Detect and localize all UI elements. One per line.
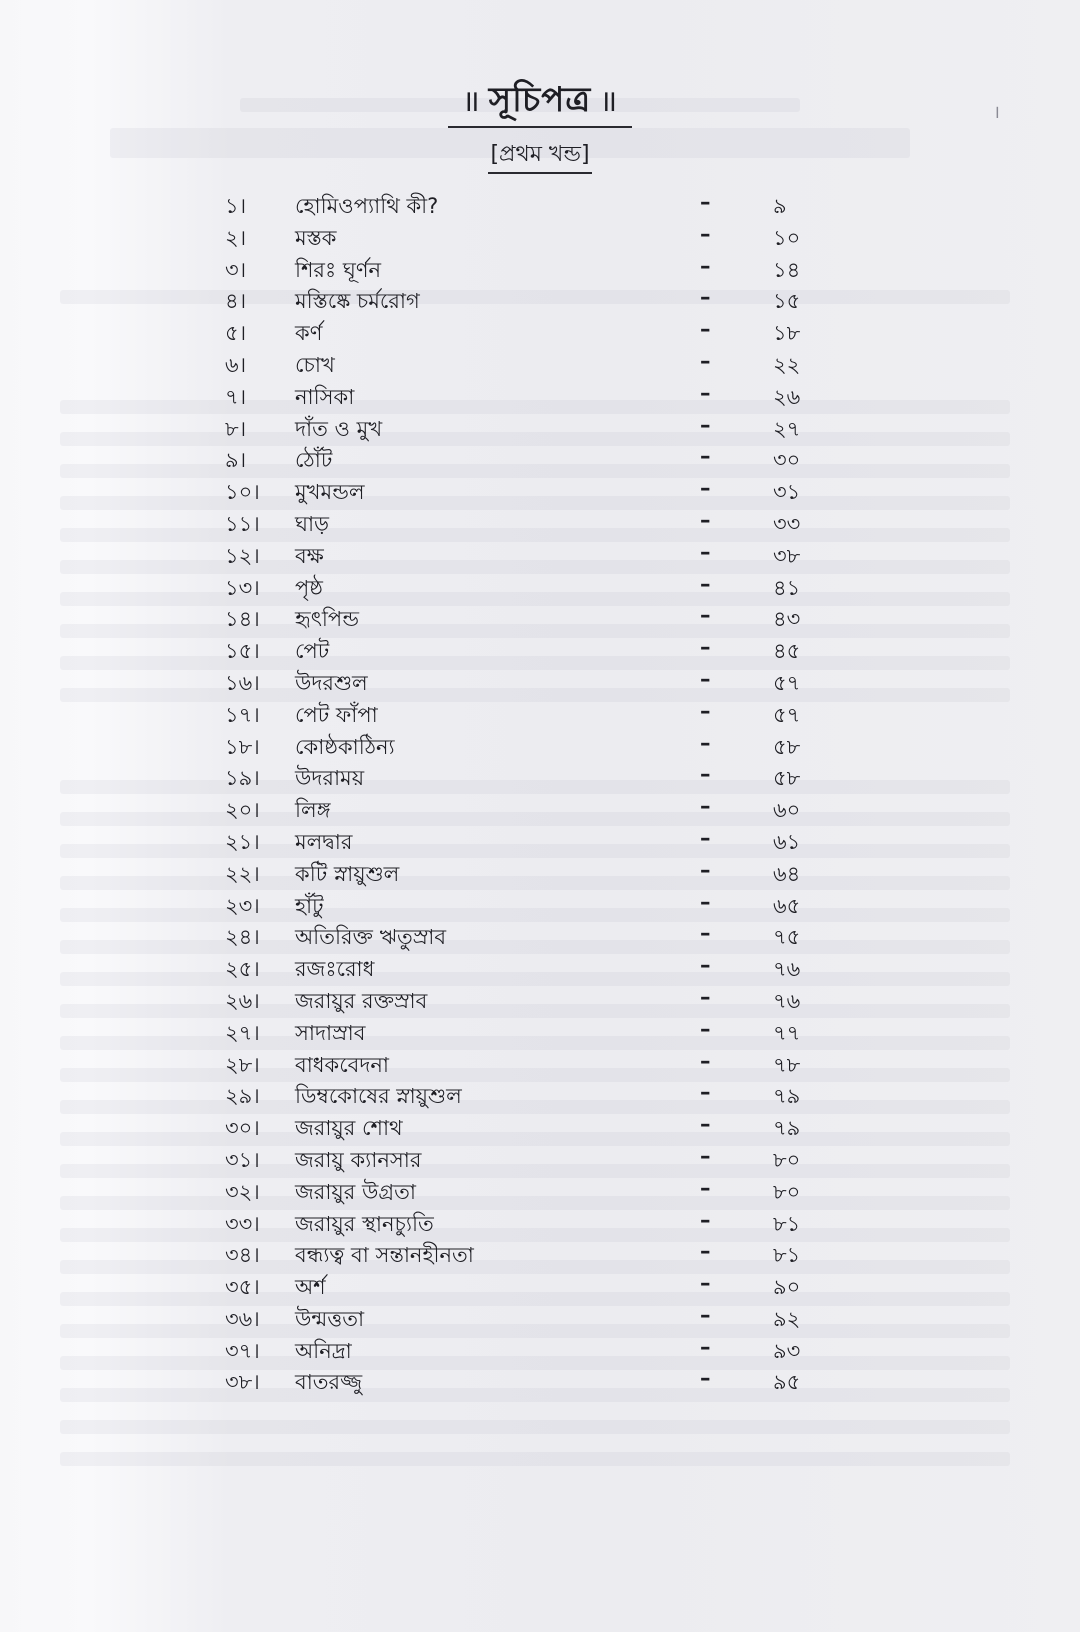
toc-entry-number: ১৮।: [225, 734, 260, 759]
toc-entry-number: ২৫।: [225, 957, 260, 982]
toc-entry: [225, 985, 825, 1017]
toc-entry-page: ৪১: [773, 575, 801, 600]
toc-entry-title: জরায়ুর শোথ: [295, 1116, 403, 1141]
toc-entry: [225, 444, 825, 476]
toc-entry: [225, 1239, 825, 1271]
toc-entry-number: ২৭।: [225, 1020, 260, 1045]
toc-entry-title: শিরঃ ঘূর্ণন: [295, 257, 382, 282]
toc-entry-title: চোখ: [295, 352, 335, 377]
table-of-contents: [225, 190, 825, 1398]
toc-entry: [225, 1335, 825, 1367]
toc-entry-title: অনিদ্রা: [295, 1338, 352, 1363]
toc-entry-number: ২৪।: [225, 925, 260, 950]
toc-entry: [225, 1049, 825, 1081]
toc-entry-page: ৬৪: [773, 861, 801, 886]
toc-entry-page: ৮১: [773, 1243, 801, 1268]
toc-entry-title: বন্ধ্যত্ব বা সন্তানহীনতা: [295, 1243, 474, 1268]
toc-entry-number: ১২।: [225, 543, 260, 568]
toc-entry-page: ৬১: [773, 829, 801, 854]
toc-entry-page: ৩১: [773, 480, 801, 505]
toc-entry-separator: –: [700, 666, 711, 691]
toc-entry-page: ৭৬: [773, 957, 801, 982]
toc-entry: [225, 794, 825, 826]
toc-entry: [225, 572, 825, 604]
toc-entry-title: নাসিকা: [295, 384, 355, 409]
toc-entry-separator: –: [700, 698, 711, 723]
toc-entry: [225, 413, 825, 445]
toc-entry-title: ঠোঁট: [295, 448, 333, 473]
toc-entry-number: ৩১।: [225, 1147, 260, 1172]
toc-entry-page: ৮০: [773, 1147, 801, 1172]
toc-entry-separator: –: [700, 984, 711, 1009]
toc-entry: [225, 476, 825, 508]
toc-entry-number: ৩।: [225, 257, 247, 282]
toc-entry-number: ৩৭।: [225, 1338, 260, 1363]
toc-header: [0, 78, 1080, 174]
toc-entry: [225, 667, 825, 699]
toc-entry-number: ৪।: [225, 289, 247, 314]
toc-entry-number: ২৩।: [225, 893, 260, 918]
toc-entry-number: ৩৬।: [225, 1306, 260, 1331]
toc-entry: [225, 190, 825, 222]
toc-entry-number: ২৮।: [225, 1052, 260, 1077]
toc-entry: [225, 508, 825, 540]
toc-entry-number: ১৬।: [225, 670, 260, 695]
toc-entry: [225, 1366, 825, 1398]
page-title-text: সূচিপত্র: [488, 80, 592, 120]
toc-entry: [225, 731, 825, 763]
toc-entry-title: কটি স্নায়ুশুল: [295, 861, 400, 886]
toc-entry-separator: –: [700, 1016, 711, 1041]
toc-entry-number: ৩৪।: [225, 1243, 260, 1268]
toc-entry: [225, 603, 825, 635]
toc-entry: [225, 921, 825, 953]
toc-entry: [225, 540, 825, 572]
toc-entry-separator: –: [700, 857, 711, 882]
toc-entry-number: ২৬।: [225, 988, 260, 1013]
toc-entry-separator: –: [700, 1366, 711, 1391]
toc-entry-number: ৩৫।: [225, 1275, 260, 1300]
toc-entry-page: ৭৯: [773, 1116, 801, 1141]
toc-entry: [225, 953, 825, 985]
toc-entry-page: ৯: [773, 194, 787, 218]
toc-entry: [225, 1271, 825, 1303]
toc-entry: [225, 222, 825, 254]
toc-entry-number: ১৩।: [225, 575, 260, 600]
toc-entry-separator: –: [700, 730, 711, 755]
toc-entry: [225, 285, 825, 317]
toc-entry-page: ৯৫: [773, 1370, 801, 1395]
toc-entry-separator: –: [700, 476, 711, 501]
toc-entry: [225, 349, 825, 381]
toc-entry-page: ২৬: [773, 384, 801, 409]
toc-entry-number: ৩৩।: [225, 1211, 260, 1236]
toc-entry: [225, 635, 825, 667]
toc-entry-title: মলদ্বার: [295, 829, 353, 854]
toc-entry-separator: –: [700, 1334, 711, 1359]
toc-entry-separator: –: [700, 444, 711, 469]
toc-entry-number: ২৯।: [225, 1084, 260, 1109]
page-margin-mark: ।: [993, 102, 1000, 123]
toc-entry: [225, 826, 825, 858]
toc-entry: [225, 858, 825, 890]
page-title: [448, 78, 633, 128]
toc-entry-number: ১৯।: [225, 766, 260, 791]
toc-entry-number: ১৭।: [225, 702, 260, 727]
toc-entry-number: ১৪।: [225, 607, 260, 632]
toc-entry-title: কর্ণ: [295, 321, 323, 346]
toc-entry-page: ৭৫: [773, 925, 801, 950]
toc-entry-separator: –: [700, 1048, 711, 1073]
toc-entry-title: ডিম্বকোষের স্নায়ুশুল: [295, 1084, 462, 1109]
toc-entry-page: ১০: [773, 225, 801, 250]
toc-entry-separator: –: [700, 794, 711, 819]
toc-entry-separator: –: [700, 603, 711, 628]
toc-entry: [225, 890, 825, 922]
toc-entry-separator: –: [700, 380, 711, 405]
toc-entry-separator: –: [700, 253, 711, 278]
toc-entry-page: ৭৭: [773, 1020, 801, 1045]
toc-entry-title: জরায়ুর রক্তস্রাব: [295, 988, 428, 1013]
toc-entry-page: ৫৭: [773, 670, 801, 695]
toc-entry-number: ১৫।: [225, 639, 260, 664]
toc-entry-title: রজঃরোধ: [295, 957, 375, 982]
toc-entry-separator: –: [700, 539, 711, 564]
toc-entry-number: ১।: [225, 194, 247, 218]
toc-entry-number: ৩৮।: [225, 1370, 260, 1395]
toc-entry-title: পেট ফাঁপা: [295, 702, 378, 727]
toc-entry-separator: –: [700, 317, 711, 342]
toc-entry-separator: –: [700, 889, 711, 914]
toc-entry-separator: –: [700, 953, 711, 978]
toc-entry-title: হোমিওপ্যাথি কী?: [295, 194, 439, 218]
toc-entry-page: ৯৩: [773, 1338, 801, 1363]
toc-entry-number: ২০।: [225, 798, 260, 823]
toc-entry-title: হাঁটু: [295, 893, 324, 918]
toc-entry-title: মস্তক: [295, 225, 337, 250]
toc-entry-title: অর্শ: [295, 1275, 326, 1300]
toc-entry-page: ৯২: [773, 1306, 801, 1331]
toc-entry: [225, 254, 825, 286]
toc-entry-number: ৫।: [225, 321, 247, 346]
toc-entry-separator: –: [700, 1175, 711, 1200]
volume-subtitle: [প্রথম খন্ড]: [488, 140, 591, 174]
toc-entry: [225, 1112, 825, 1144]
toc-entry-separator: –: [700, 1080, 711, 1105]
toc-entry-title: সাদাস্রাব: [295, 1020, 366, 1045]
toc-entry-title: উদরশুল: [295, 670, 368, 695]
toc-entry-separator: –: [700, 1239, 711, 1264]
toc-entry-separator: –: [700, 1302, 711, 1327]
toc-entry-separator: –: [700, 1271, 711, 1296]
toc-entry-number: ২।: [225, 225, 247, 250]
toc-entry-title: জরায়ুর উগ্রতা: [295, 1179, 416, 1204]
toc-entry-title: জরায়ু ক্যানসার: [295, 1147, 422, 1172]
toc-entry-title: মুখমন্ডল: [295, 480, 365, 505]
toc-entry-title: জরায়ুর স্থানচ্যুতি: [295, 1211, 434, 1236]
toc-entry-title: দাঁত ও মুখ: [295, 416, 383, 441]
toc-entry: [225, 1017, 825, 1049]
toc-entry-number: ৭।: [225, 384, 247, 409]
toc-entry-page: ১৪: [773, 257, 801, 282]
toc-entry-separator: –: [700, 635, 711, 660]
title-mark-left: ॥: [461, 84, 481, 119]
toc-entry-title: পেট: [295, 639, 330, 664]
toc-entry-number: ১১।: [225, 511, 260, 536]
toc-entry: [225, 381, 825, 413]
toc-entry-title: বাধকবেদনা: [295, 1052, 390, 1077]
toc-entry-page: ৫৭: [773, 702, 801, 727]
toc-entry-separator: –: [700, 285, 711, 310]
toc-entry-page: ৫৮: [773, 734, 801, 759]
toc-entry-page: ১৮: [773, 321, 801, 346]
toc-entry-number: ৮।: [225, 416, 247, 441]
toc-entry-page: ৩০: [773, 448, 801, 473]
toc-entry-title: উদরাময়: [295, 766, 365, 791]
toc-entry-page: ৭৯: [773, 1084, 801, 1109]
toc-entry-title: মস্তিষ্কে চর্মরোগ: [295, 289, 420, 314]
toc-entry-separator: –: [700, 762, 711, 787]
toc-entry-page: ৩৩: [773, 511, 801, 536]
toc-entry: [225, 762, 825, 794]
toc-entry-title: উন্মত্ততা: [295, 1306, 365, 1331]
toc-entry-title: বাতরজ্জু: [295, 1370, 363, 1395]
toc-entry-number: ৩২।: [225, 1179, 260, 1204]
toc-entry-number: ২২।: [225, 861, 260, 886]
toc-entry-separator: –: [700, 507, 711, 532]
toc-entry: [225, 1303, 825, 1335]
toc-entry-page: ১৫: [773, 289, 801, 314]
toc-entry-page: ৭৬: [773, 988, 801, 1013]
toc-entry-page: ২২: [773, 352, 801, 377]
toc-entry-separator: –: [700, 1207, 711, 1232]
toc-entry-separator: –: [700, 921, 711, 946]
toc-entry-number: ১০।: [225, 480, 260, 505]
toc-entry-separator: –: [700, 1112, 711, 1137]
toc-entry-number: ২১।: [225, 829, 260, 854]
toc-entry-title: ঘাড়: [295, 511, 330, 536]
toc-entry: [225, 1176, 825, 1208]
toc-entry: [225, 317, 825, 349]
toc-entry-title: অতিরিক্ত ঋতুস্রাব: [295, 925, 447, 950]
toc-entry: [225, 1080, 825, 1112]
toc-entry-page: ৬৫: [773, 893, 801, 918]
toc-entry-separator: –: [700, 190, 711, 214]
toc-entry-separator: –: [700, 221, 711, 246]
toc-entry: [225, 1144, 825, 1176]
toc-entry-page: ৬০: [773, 798, 801, 823]
toc-entry-page: ৪৩: [773, 607, 801, 632]
toc-entry-title: হৃৎপিন্ড: [295, 607, 359, 632]
toc-entry-separator: –: [700, 412, 711, 437]
toc-entry-title: পৃষ্ঠ: [295, 575, 323, 600]
toc-entry-separator: –: [700, 571, 711, 596]
toc-entry-page: ৩৮: [773, 543, 801, 568]
toc-entry-number: ৯।: [225, 448, 247, 473]
toc-entry-separator: –: [700, 1143, 711, 1168]
toc-entry-title: বক্ষ: [295, 543, 324, 568]
toc-entry-page: ৫৮: [773, 766, 801, 791]
toc-entry-page: ৮০: [773, 1179, 801, 1204]
toc-entry: [225, 699, 825, 731]
toc-entry-separator: –: [700, 825, 711, 850]
toc-entry-number: ৩০।: [225, 1116, 260, 1141]
title-mark-right: ॥: [599, 84, 619, 119]
toc-entry-number: ৬।: [225, 352, 247, 377]
toc-entry-title: কোষ্ঠকাঠিন্য: [295, 734, 395, 759]
toc-entry-page: ৭৮: [773, 1052, 801, 1077]
toc-entry-page: ৯০: [773, 1275, 801, 1300]
toc-entry-page: ৪৫: [773, 639, 801, 664]
toc-entry-title: লিঙ্গ: [295, 798, 331, 823]
toc-entry-page: ৮১: [773, 1211, 801, 1236]
toc-entry: [225, 1208, 825, 1240]
toc-entry-separator: –: [700, 348, 711, 373]
toc-entry-page: ২৭: [773, 416, 801, 441]
